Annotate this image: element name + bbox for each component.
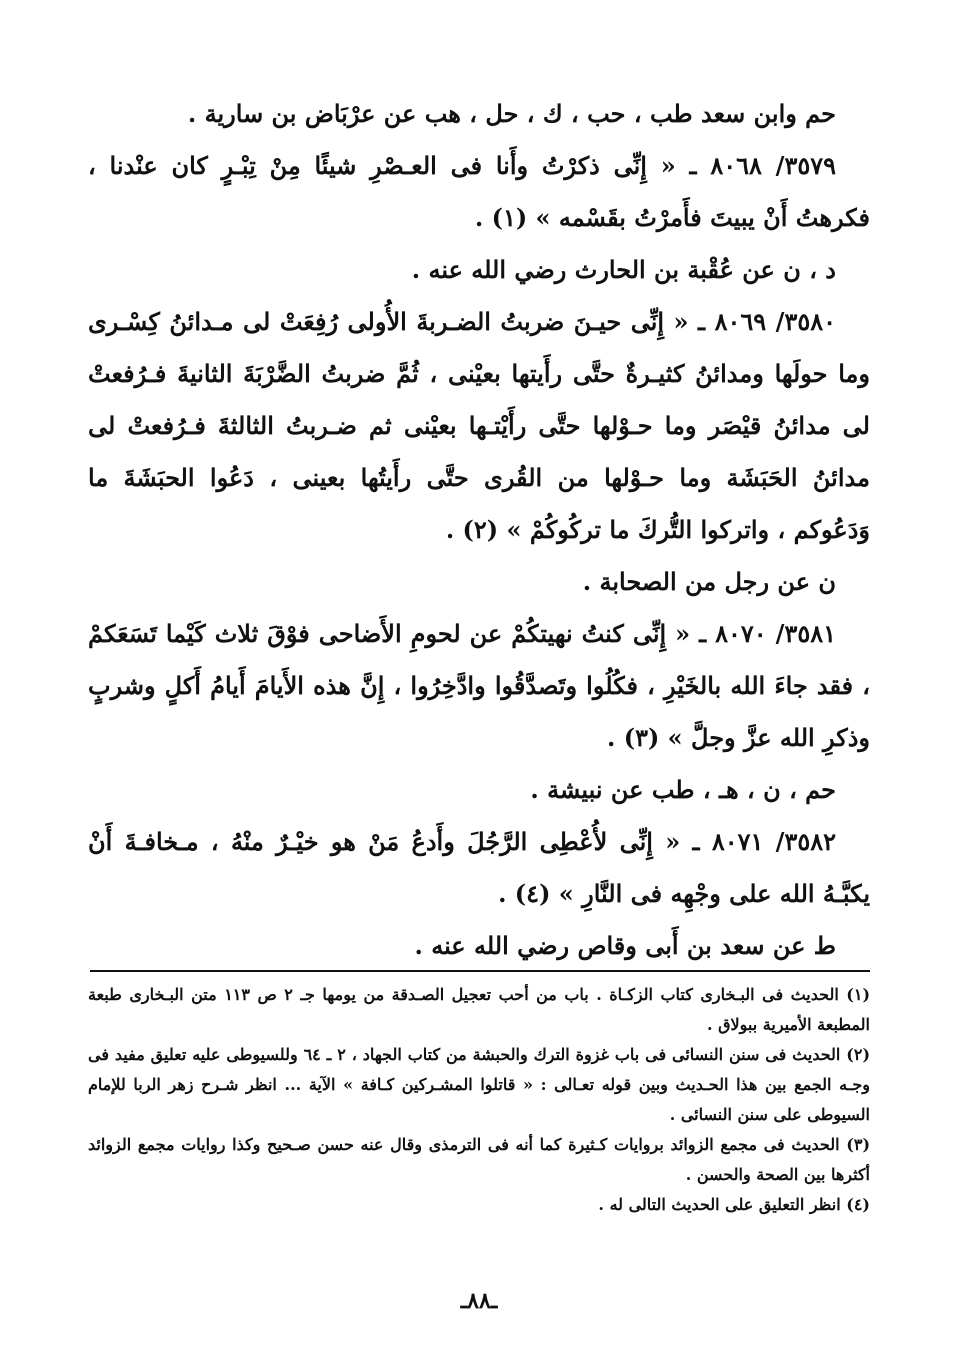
source-line: ن عن رجل من الصحابة . [582, 567, 836, 596]
hadith-entry: ٣٥٨١/ ٨٠٧٠ ـ « إِنِّى كنتُ نهيتكُمْ عن لحومِ الأَضاحى فوْقَ ثلاث كَيْما تَسَعَكمْ ، فقد جاءَ الله بالخَيْرِ ، فكُلُوا وتَصدَّقُوا وادَّخِرُوا ، إِنَّ هذه الأَيامَ أَيامُ أَكلٍ وشربٍ وذكرِ الله عزَّ وجلَّ » (٣) . [88, 619, 870, 752]
footnote: (١) الحديث فى البـخارى كتاب الزكـاة . باب من أحب تعجيل الصـدقة من يومها جـ ٢ ص ١١٣ متن البـخارى طبعة المطبعة الأميرية ببولاق . [88, 985, 871, 1034]
book-page [88, 70, 871, 1314]
source-line: حم ، ن ، هـ ، طب عن نبيشة . [530, 775, 836, 804]
footnote: (٣) الحديث فى مجمع الزوائد بروايات كـثيرة كما أنه فى الترمذى وقال عنه حسن صـحيح وكذا روايات مجمع الزوائد أكثرها بين الصحة والحسن . [88, 1135, 871, 1184]
footnote: (٢) الحديث فى سنن النسائى فى باب غزوة الترك والحبشة من كتاب الجهاد ، ٢ ـ ٦٤ وللسيوطى عليه تعليق مفيد فى وجـه الجمع بين هذا الحـديث وبين قوله تعـالى : « قاتلوا المشـركين كـافة » الآية ... انظر شـرح زهر الربا للإمام السيوطى على سنن النسائى . [88, 1045, 871, 1124]
source-line: ط عن سعد بن أَبى وقاص رضي الله عنه . [414, 931, 836, 960]
main-text [88, 88, 870, 972]
source-line: د ، ن عن عُقْبة بن الحارث رضي الله عنه . [411, 255, 836, 284]
footnotes [88, 980, 870, 1220]
hadith-entry: ٣٥٨٠/ ٨٠٦٩ ـ « إِنِّى حيـنَ ضربتُ الضـربةَ الأُولى رُفِعَتْ لى مـدائنُ كِسْـرى وما حولَها ومدائنُ كثيـرةٌ حتَّى رأَيتها بعيْنى ، ثُمَّ ضربتُ الضَّرْبَةَ الثانيةَ فـرُفعتْ لى مدائنُ قيْصَر وما حـوْلها حتَّى رأَيْتـها بعيْنى ثم ضـربتُ الثالثةَ فـرُفعتْ لى مدائنُ الحَبَشَة وما حـوْلها من القُرى حتَّى رأَيتُها بعينى ، دَعُوا الحبَشَةَ ما وَدَعُوكم ، واتركوا التُّركَ ما تركُوكُمْ » (٢) . [88, 307, 870, 544]
hadith-entry: ٣٥٨٢/ ٨٠٧١ ـ « إِنِّى لأُعْطِى الرَّجُلَ وأَدعُ مَنْ هو خيْـرٌ منْهُ ، مـخافـةَ أَنْ يكبَّـهُ الله على وجْهِه فى النَّارِ » (٤) . [88, 827, 870, 908]
footnote-separator [90, 970, 870, 972]
footnote: (٤) انظر التعليق على الحديث التالى له . [598, 1195, 870, 1214]
page-number: ـ٨٨ـ [460, 1288, 498, 1314]
source-line: حم وابن سعد طب ، حب ، ك ، حل ، هب عن عرْبَاض بن سارية . [187, 99, 836, 128]
hadith-entry: ٣٥٧٩/ ٨٠٦٨ ـ « إِنِّى ذكرْتُ وأَنا فى العـصْرِ شيئًا مِنْ تِبْـرٍ كان عنْدنا ، فكرهتُ أَنْ يبيتَ فأَمرْتُ بقَسْمه » (١) . [88, 151, 870, 232]
